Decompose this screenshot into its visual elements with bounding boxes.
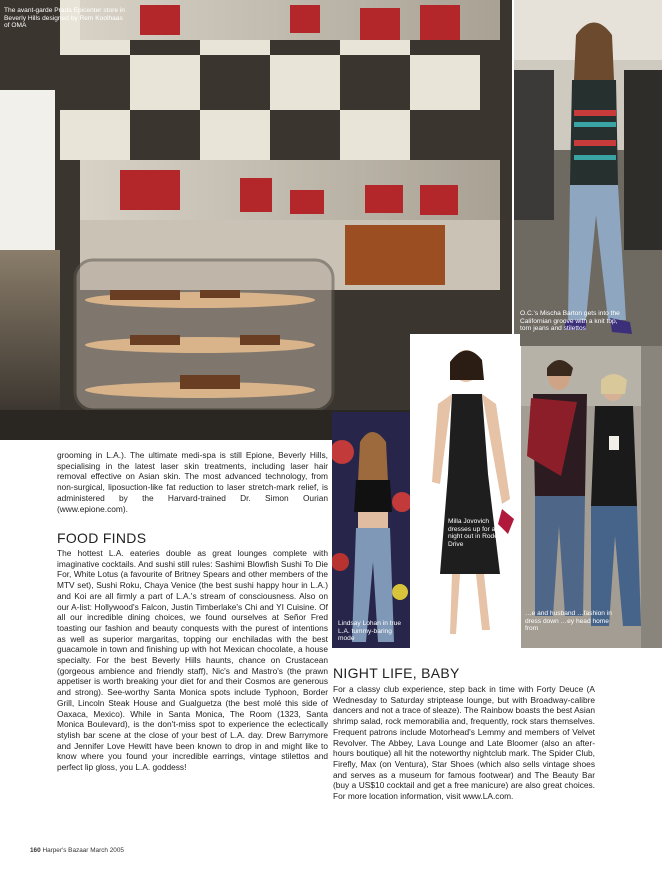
jovovich-photo-illustration bbox=[410, 334, 520, 648]
jovovich-photo bbox=[410, 334, 520, 648]
food-finds-heading: FOOD FINDS bbox=[57, 530, 147, 546]
store-photo-caption: The avant-garde Prada Epicenter store in Beverly Hills designed by Rem Koolhaas of OMA bbox=[4, 7, 125, 30]
lohan-photo-caption: Lindsay Lohan in true L.A. tummy-baring mode bbox=[338, 620, 402, 643]
lohan-photo bbox=[332, 412, 410, 648]
couple-photo-illustration bbox=[521, 346, 662, 648]
barton-photo bbox=[514, 0, 662, 346]
food-finds-paragraph: The hottest L.A. eateries double as great lounges complete with imaginative cocktails. And sushi still rules: Sashimi Blowfish Sushi To Die For, White Lotus (a favourite of Britney Spears and other members of the MTV set), Sushi Roku, Chaya Venice (the best sushi happy hour in L.A.) and Koi are all firmly a part of L.A.'s stream of consciousness. Also on our A-list: Hollywood's Falcon, Justin Timberlake's Chi and YI Cuisine. Of all our incredible dining choices, we found ourselves at Señor Fred toasting our fashion and beauty conquests with the purest of intentions as well as superior margaritas, topping our enchiladas with the best guacamole in town and finishing up with hot Mexican chocolate, a house specialty. For the best Beverly Hills haunts, chance on Crustacean (gorgeous ambience and friendly staff), Nic's and Mastro's (the prawn appetiser is worth breaking your diet for and their Cosmos are generous and strong). See-worthy Santa Monica spots include Typhoon, Border Grill, Lincoln Steak House and Gualguetza (the best molé this side of Oaxaca, Mexico). While in Santa Monica, The Room (1323, Santa Monica Boulevard), is the don't-miss spot to experience the eclectically stylish bar scene at the close of your best of L.A. day. Drew Barrymore and Jennifer Love Hewitt have been known to drop in and might like to know where you found your incredible earrings, vintage stilettos and perfect lip gloss, you L.A. goddess! bbox=[57, 548, 328, 773]
page-number: 160 bbox=[30, 847, 41, 854]
night-life-heading: NIGHT LIFE, BABY bbox=[333, 665, 460, 681]
couple-photo-caption: …e and husband …fashion in dress down …ey head home from bbox=[525, 610, 612, 633]
couple-photo bbox=[521, 346, 662, 648]
lohan-photo-illustration bbox=[332, 412, 410, 648]
intro-paragraph: grooming in L.A.). The ultimate medi-spa is still Epione, Beverly Hills, specialising in the latest laser skin treatments, including laser hair removal effective on Asian skin. The most advanced technology, from non-surgical, liposuction-like fat reduction to laser stretch-mark relief, is administered by the Harvard-trained Dr. Simon Ourian (www.epione.com). bbox=[57, 450, 328, 514]
jovovich-photo-caption: Milla Jovovich dresses up for a night out in Rodeo Drive bbox=[448, 518, 502, 548]
barton-photo-illustration bbox=[514, 0, 662, 346]
page-footer bbox=[30, 847, 124, 854]
barton-photo-caption: O.C.'s Mischa Barton gets into the Californian groove with a knit top, torn jeans and stilettos bbox=[520, 310, 620, 333]
night-life-paragraph: For a classy club experience, step back in time with Forty Deuce (A Wednesday to Saturday striptease lounge, but with Broadway-calibre dancers and not a trace of sleaze). The Rainbow boasts the best Asian shrimp salad, rock memorabilia and, frequently, rock stars themselves. Frequent patrons include Motorhead's Lemmy and members of Velvet Revolver. The Abbey, Lava Lounge and Late Bloomer (also an after-hours boutique) all hit the noteworthy nightclub mark. The Spider Club, Firefly, Max (on Ventura), Star Shoes (which also sells vintage shoes and serves as a museum for famous footwear) and The Beauty Bar (buy a US$10 cocktail and get a free manicure) are also great choices. For more location information, visit www.LA.com. bbox=[333, 684, 595, 802]
publication-line: Harper's Bazaar March 2005 bbox=[42, 847, 124, 854]
